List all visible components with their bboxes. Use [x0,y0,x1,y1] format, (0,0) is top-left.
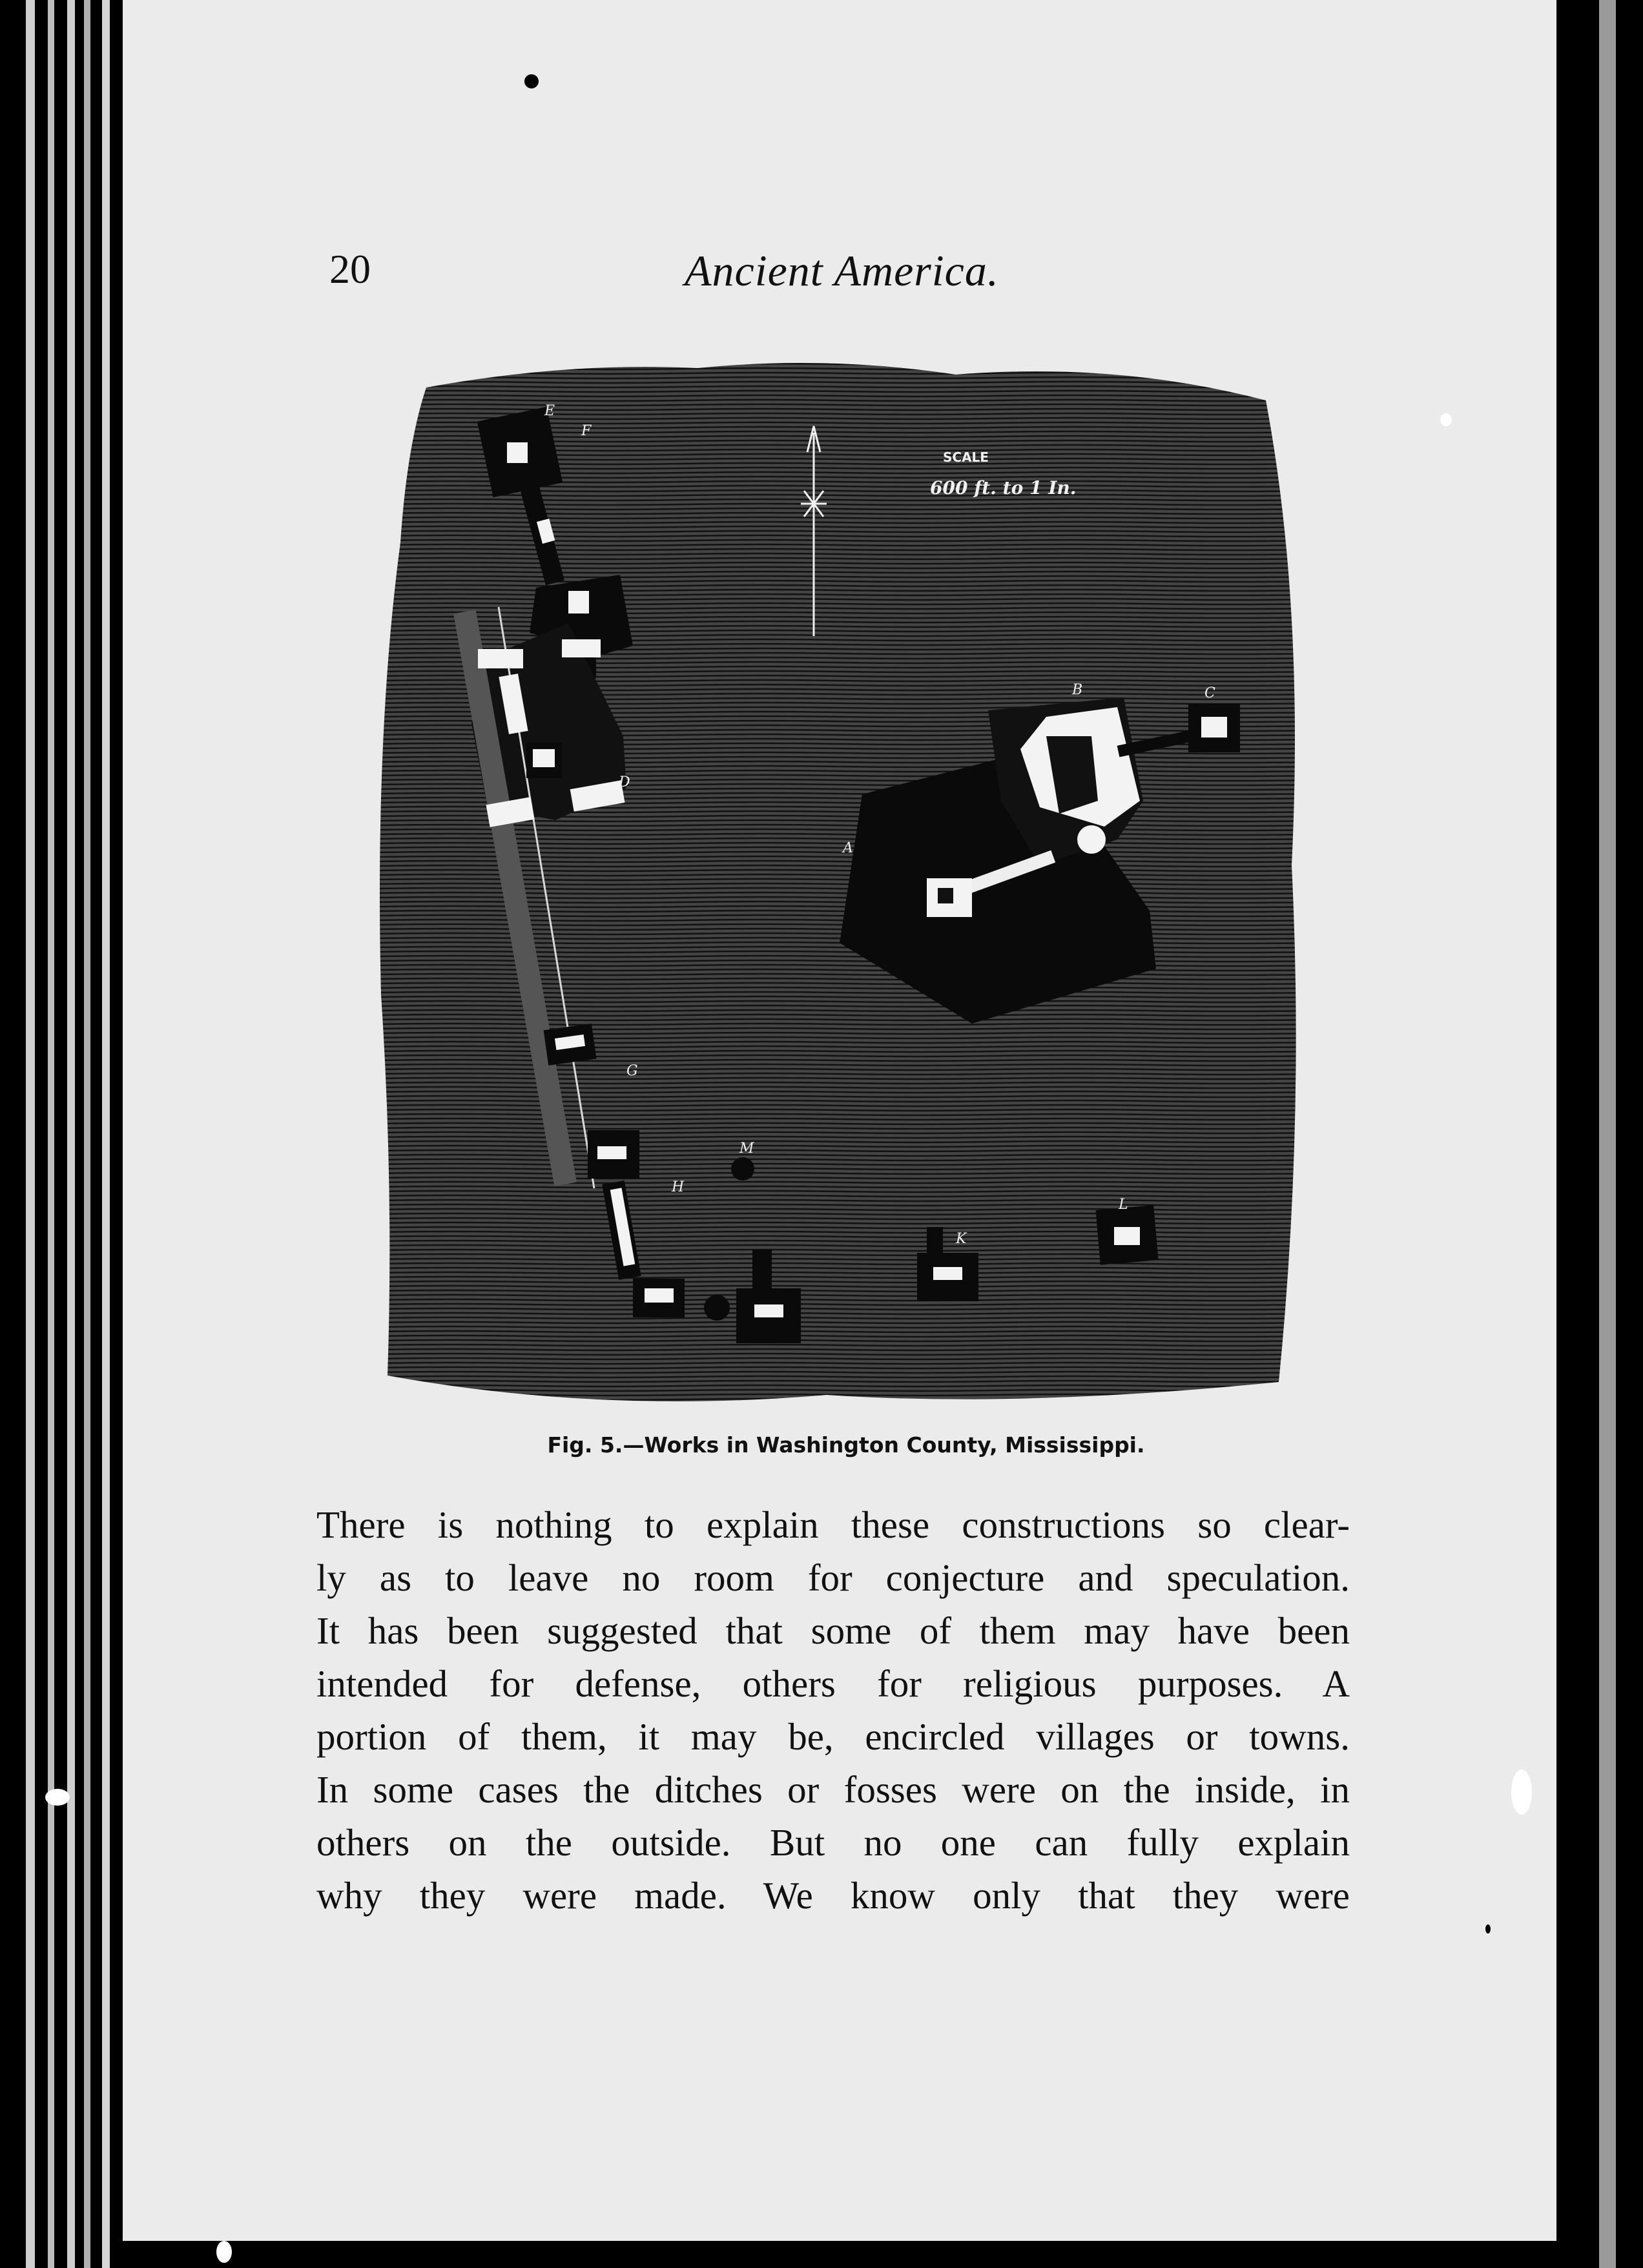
scale-value: 600 ft. to 1 In. [930,477,1077,499]
text-line: There is nothing to explain these constructions so clear- [316,1503,1350,1546]
label-k: K [956,1231,967,1247]
book-spine-shadow [1556,0,1643,2268]
label-e: E [544,403,555,419]
label-c: C [1204,685,1215,701]
text-line: In some cases the ditches or fosses were on the inside, in [316,1768,1350,1811]
label-m: M [739,1140,754,1157]
page-edge [84,0,90,2268]
label-g: G [626,1063,638,1079]
scale-heading: SCALE [943,449,989,465]
ink-speck [524,74,539,88]
text-line: intended for defense, others for religious purposes. A [316,1662,1350,1705]
text-line: others on the outside. But no one can fully explain [316,1821,1350,1864]
running-title: Ancient America. [685,246,999,295]
ink-speck [1485,1924,1491,1933]
label-d: D [619,774,630,790]
label-b: B [1072,682,1083,698]
page-edge-highlight [1599,0,1616,2268]
label-f: F [581,423,592,439]
text-line: portion of them, it may be, encircled villages or towns. [316,1715,1350,1758]
label-l: L [1119,1197,1128,1213]
page-edge [48,0,54,2268]
figure-caption: Fig. 5.—Works in Washington County, Mississippi. [547,1432,1145,1458]
label-a: A [843,840,853,856]
page-edge [67,0,75,2268]
page-edge [26,0,35,2268]
text-line: why they were made. We know only that they were [316,1874,1350,1917]
page-edge [102,0,110,2268]
body-paragraph [316,1498,1350,1922]
page-number: 20 [329,246,371,292]
label-h: H [672,1179,685,1195]
text-line: It has been suggested that some of them may have been [316,1609,1350,1652]
engraved-site-plan [375,349,1318,1414]
text-line: ly as to leave no room for conjecture and speculation. [316,1556,1350,1599]
